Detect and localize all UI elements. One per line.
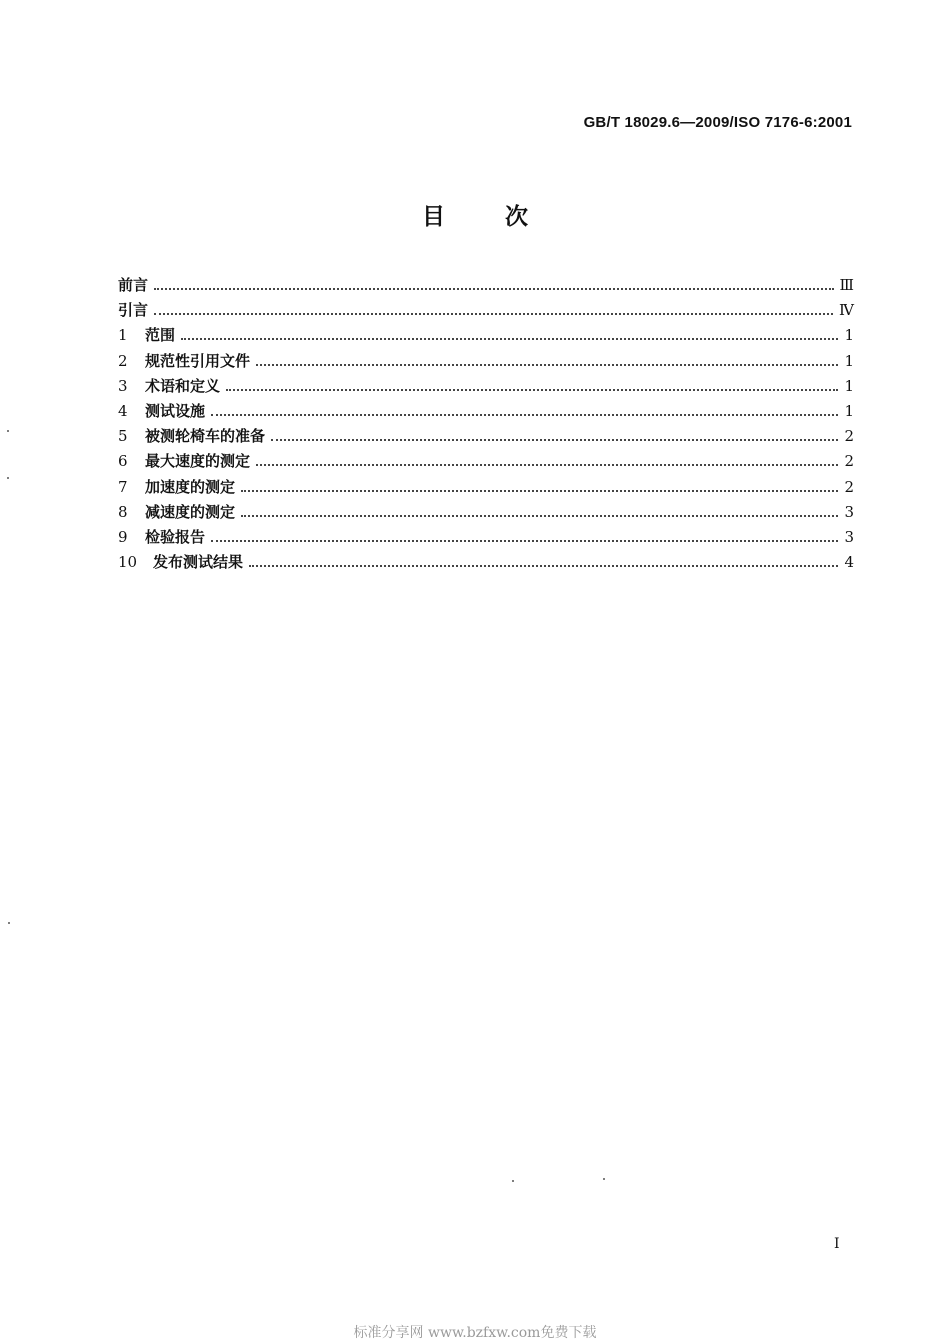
toc-entry-1[interactable] [118,324,854,349]
toc-entry-5[interactable] [118,425,854,450]
toc-entry-number: 8 [118,502,128,521]
toc-leader-dots [154,313,833,315]
toc-entry-page: 1 [844,376,854,395]
scan-speck [603,1178,605,1180]
toc-entry-label: 减速度的测定 [145,502,236,521]
scan-speck [7,477,9,479]
toc-leader-dots [211,540,838,542]
toc-entry-2[interactable] [118,350,854,375]
scan-speck [512,1180,514,1182]
toc-entry-number: 6 [118,452,128,471]
toc-entry-number: 2 [118,351,128,370]
toc-leader-dots [211,414,838,416]
toc-entry-page: 1 [844,351,854,370]
toc-entry-number: 10 [118,553,138,572]
toc-entry-10[interactable] [118,551,854,576]
toc-entry-page: 1 [844,401,854,420]
toc-entry-8[interactable] [118,501,854,526]
toc-leader-dots [256,464,838,466]
toc-entry-page: 4 [844,553,854,572]
toc-entry-label: 范围 [145,326,176,345]
toc-entry-7[interactable] [118,476,854,501]
toc-entry-4[interactable] [118,400,854,425]
toc-entry-label: 发布测试结果 [153,553,244,572]
toc-entry-number: 3 [118,376,128,395]
toc-entry-page: 2 [844,477,854,496]
toc-leader-dots [226,389,838,391]
toc-leader-dots [256,364,838,366]
toc-entry-number: 9 [118,527,128,546]
toc-entry-label: 测试设施 [145,401,206,420]
toc-entry-6[interactable] [118,450,854,475]
toc-title-char-2: 次 [505,204,528,230]
toc-entry-label: 加速度的测定 [145,477,236,496]
toc-entry-label: 检验报告 [145,527,206,546]
footer-watermark: 标准分享网 www.bzfxw.com免费下载 [353,1325,597,1341]
toc-entry-label: 前言 [118,276,149,294]
toc-leader-dots [154,288,834,290]
toc-entry-label: 被测轮椅车的准备 [145,427,266,446]
toc-entry-page: 3 [844,527,854,546]
toc-entry-page: 2 [844,452,854,471]
toc-entry-page: Ⅲ [839,276,854,294]
toc-entry-page: 3 [844,502,854,521]
toc-entry-page: 1 [844,326,854,345]
toc-entry-number: 4 [118,401,128,420]
toc-entry-introduction[interactable] [118,299,854,324]
toc-leader-dots [241,515,838,517]
toc-entry-label: 规范性引用文件 [145,351,251,370]
toc-entry-label: 引言 [118,301,149,320]
toc-entry-number: 7 [118,477,128,496]
standard-number-header: GB/T 18029.6—2009/ISO 7176-6:2001 [583,114,852,131]
scan-speck [7,430,9,432]
toc-title [0,198,950,231]
toc-leader-dots [181,338,838,340]
toc-entry-3[interactable] [118,375,854,400]
toc-title-char-1: 目 [422,204,445,230]
toc-entry-label: 术语和定义 [145,376,221,395]
toc-entry-9[interactable] [118,526,854,551]
toc-entry-number: 5 [118,427,128,446]
scan-speck [8,922,10,924]
toc-leader-dots [271,439,838,441]
toc-leader-dots [249,565,838,567]
toc-entry-page: Ⅳ [839,301,854,320]
table-of-contents [118,274,854,576]
toc-entry-number: 1 [118,326,128,345]
toc-entry-page: 2 [844,427,854,446]
toc-leader-dots [241,490,838,492]
toc-entry-foreword[interactable] [118,274,854,299]
page-number: Ⅰ [834,1236,840,1252]
toc-entry-label: 最大速度的测定 [145,452,251,471]
